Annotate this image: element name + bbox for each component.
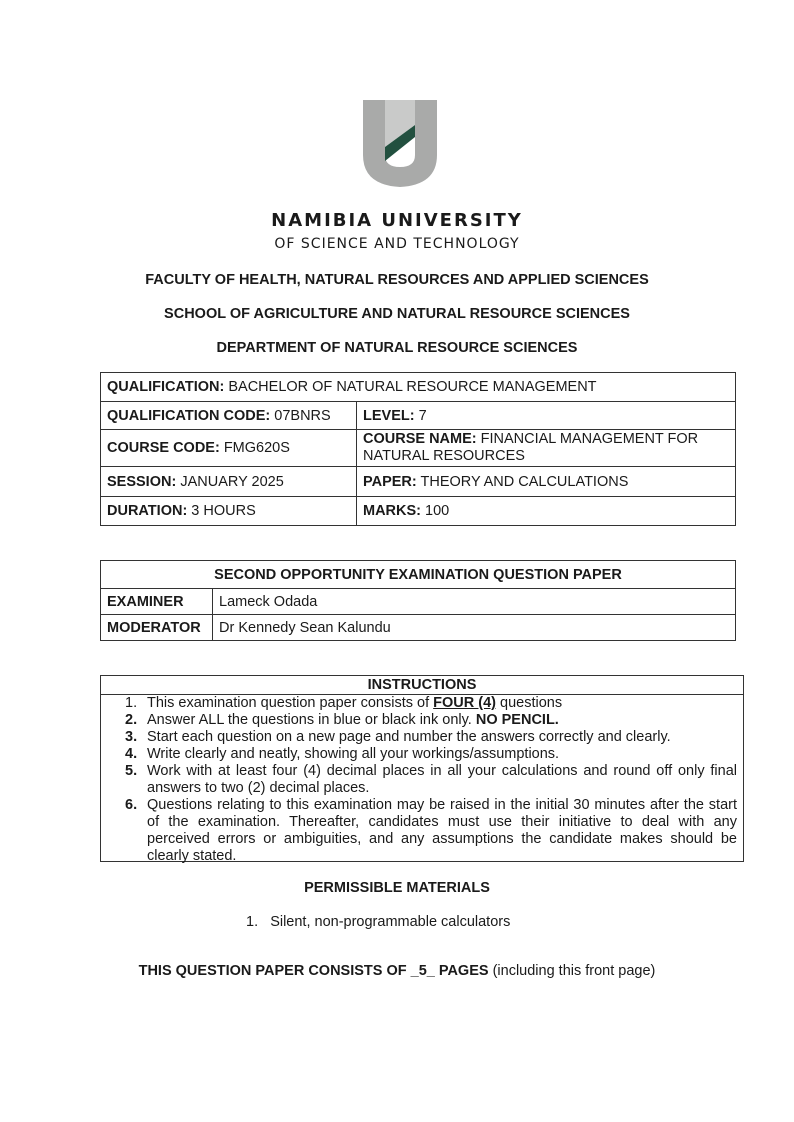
materials-title: PERMISSIBLE MATERIALS: [304, 880, 490, 896]
label: LEVEL:: [363, 407, 415, 424]
session-value: JANUARY 2025: [176, 473, 284, 490]
text: questions: [495, 695, 563, 711]
instruction-item: [125, 763, 737, 797]
duration-cell: [101, 497, 357, 526]
marks-value: 100: [421, 503, 450, 519]
qualification-cell: [101, 373, 736, 402]
marks-cell: [357, 497, 736, 526]
instruction-number: 2.: [125, 712, 138, 728]
instruction-text: [147, 746, 559, 763]
label: COURSE NAME:: [363, 431, 477, 447]
examiner-name: Lameck Odada: [213, 589, 736, 615]
label: PAPER:: [363, 473, 417, 490]
course-name-cell: [357, 430, 736, 467]
label: SESSION:: [107, 473, 177, 490]
instruction-item: [125, 729, 737, 746]
emphasis: NO PENCIL.: [475, 712, 559, 728]
qual-code-value: 07BNRS: [270, 407, 331, 424]
paper-value: THEORY AND CALCULATIONS: [416, 473, 629, 490]
text: Work with at least four (4) decimal places in all your calculations and round off only final answers to two (2) decimal places.: [147, 763, 737, 796]
instruction-text: [147, 763, 737, 797]
course-code-value: FMG620S: [219, 440, 290, 456]
moderator-name: Dr Kennedy Sean Kalundu: [213, 615, 736, 641]
instructions-title: INSTRUCTIONS: [101, 676, 743, 695]
course-code-cell: [101, 430, 357, 467]
text: This examination question paper consists of: [147, 695, 434, 711]
level-cell: [357, 402, 736, 430]
university-logo: [355, 95, 445, 190]
item-number: 1.: [246, 914, 259, 930]
university-subtitle: OF SCIENCE AND TECHNOLOGY: [274, 236, 520, 252]
item-text: Silent, non-programmable calculators: [270, 914, 511, 930]
materials-item: [246, 914, 510, 930]
paper-cell: [357, 467, 736, 497]
instruction-text: [147, 729, 671, 746]
instruction-number: 6.: [125, 797, 138, 813]
instruction-item: [125, 746, 737, 763]
text: Answer ALL the questions in blue or black ink only.: [147, 712, 476, 728]
label: QUALIFICATION:: [107, 379, 225, 395]
course-name-value: FINANCIAL MANAGEMENT FOR NATURAL RESOURCES: [363, 431, 699, 464]
instruction-item: [125, 797, 737, 865]
qualification-value: BACHELOR OF NATURAL RESOURCE MANAGEMENT: [224, 379, 597, 395]
instruction-number: 4.: [125, 746, 138, 762]
text: Questions relating to this examination may be raised in the initial 30 minutes after the start of the examination. Thereafter, candidates must use their initiative to deal with any perceived errors or ambiguities, and any assumptions the candidate makes should be clearly stated.: [147, 797, 737, 864]
instruction-item: [125, 695, 737, 712]
instruction-text: [147, 695, 562, 712]
instruction-number: 3.: [125, 729, 138, 745]
duration-value: 3 HOURS: [187, 503, 256, 519]
instructions-list: [101, 695, 743, 865]
instruction-number: 5.: [125, 763, 138, 779]
faculty-heading: FACULTY OF HEALTH, NATURAL RESOURCES AND APPLIED SCIENCES: [145, 272, 649, 288]
page-count-bold: THIS QUESTION PAPER CONSISTS OF _5_ PAGES: [138, 963, 489, 979]
instruction-item: [125, 712, 737, 729]
moderator-label: MODERATOR: [101, 615, 213, 641]
text: Write clearly and neatly, showing all your workings/assumptions.: [147, 746, 560, 762]
course-details-table: [100, 372, 736, 526]
instruction-number: 1.: [125, 695, 138, 711]
qual-code-cell: [101, 402, 357, 430]
emphasis: FOUR (4): [433, 695, 496, 711]
instruction-text: [147, 797, 737, 865]
page-count-note: [0, 963, 794, 979]
examiner-label: EXAMINER: [101, 589, 213, 615]
label: DURATION:: [107, 503, 188, 519]
label: COURSE CODE:: [107, 440, 220, 456]
label: QUALIFICATION CODE:: [107, 407, 271, 424]
session-cell: [101, 467, 357, 497]
exam-info-table: [100, 560, 736, 641]
text: Start each question on a new page and number the answers correctly and clearly.: [147, 729, 671, 745]
university-name: NAMIBIA UNIVERSITY: [271, 210, 523, 231]
level-value: 7: [414, 407, 427, 424]
department-heading: DEPARTMENT OF NATURAL RESOURCE SCIENCES: [216, 340, 578, 356]
instruction-text: [147, 712, 559, 729]
label: MARKS:: [363, 503, 421, 519]
instructions-box: [100, 675, 744, 862]
page-count-suffix: (including this front page): [488, 963, 656, 979]
school-heading: SCHOOL OF AGRICULTURE AND NATURAL RESOURCE SCIENCES: [164, 306, 630, 322]
exam-title: SECOND OPPORTUNITY EXAMINATION QUESTION PAPER: [101, 561, 736, 589]
